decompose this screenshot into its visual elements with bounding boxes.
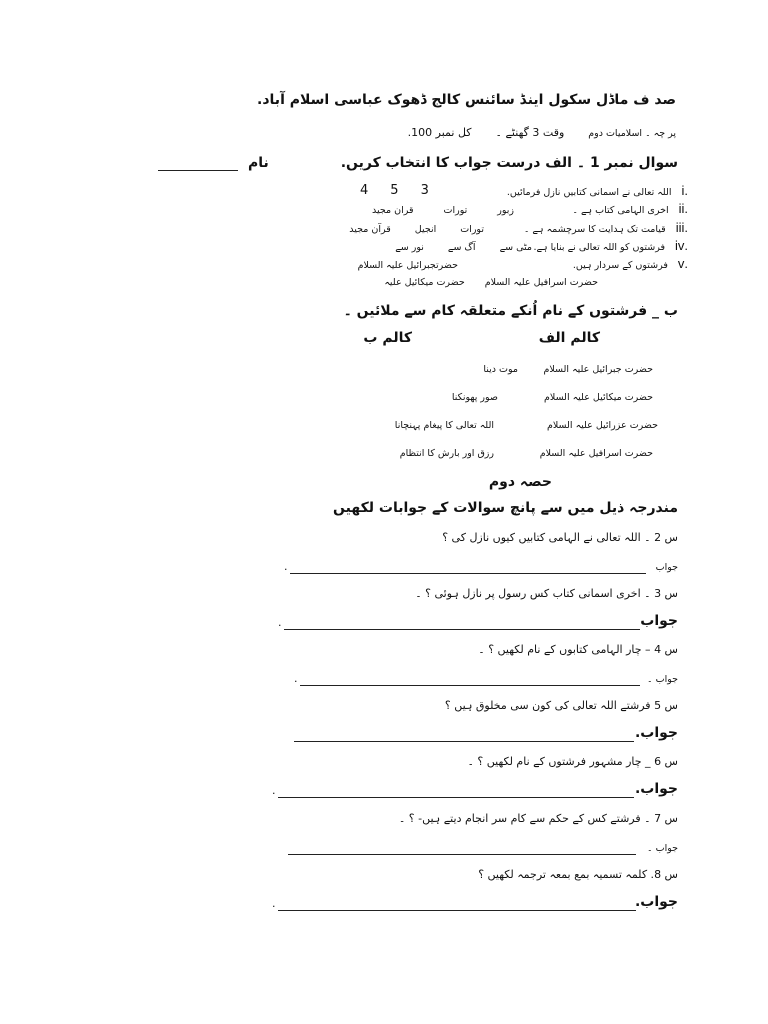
mcq-option[interactable]: آگ سے [447,242,476,253]
part-two-instructions: مندرجہ ذیل میں سے پانچ سوالات کے جوابات لکھیں [333,500,678,516]
mcq-item-number: .iii [675,220,688,235]
answer-line[interactable] [288,854,636,855]
column-b-label: کالم ب [363,330,412,346]
paper-total-marks: کل نمبر 100. [407,126,472,139]
mcq-option[interactable]: نور سے [395,242,424,253]
mcq-option[interactable]: تورات [460,224,484,235]
mcq-item-2-options [372,205,514,216]
mcq-item-text: اللہ تعالی نے اسمانی کتابیں نازل فرمائیں. [506,187,672,198]
mcq-item-number: .i [681,183,688,198]
name-field-line[interactable] [158,170,238,171]
mcq-option[interactable]: تورات [443,205,468,216]
mcq-option[interactable]: حضرت میکائیل علیہ [384,277,465,288]
column-a-item: حضرت عزرائیل علیہ السلام [546,420,658,431]
question-1-heading: سوال نمبر 1 ۔ الف درست جواب کا انتخاب کریں. [340,155,678,171]
answer-line[interactable] [284,629,640,630]
mcq-item-1-options [360,183,429,198]
question-2: س 2 ۔ اللہ تعالی نے الہامی کتابیں کیوں نازل کی ؟ [442,531,678,544]
answer-end-dot: . [272,784,276,797]
mcq-item-text: قیامت تک ہدایت کا سرچشمہ ہے ۔ [523,224,666,235]
answer-label: جواب ۔ [647,674,678,685]
name-label: نام [248,155,269,171]
mcq-option[interactable]: 4 [360,183,369,198]
paper-time: وقت 3 گھنٹے ۔ [495,126,565,139]
mcq-option[interactable]: حضرتجبرائیل علیہ السلام [357,260,458,271]
answer-line[interactable] [300,685,640,686]
answer-end-dot: . [278,616,282,629]
answer-label: جواب. [634,781,678,797]
mcq-item-1 [467,183,688,198]
mcq-item-number: .iv [674,238,688,253]
answer-line[interactable] [294,741,634,742]
mcq-item-number: .ii [678,201,688,216]
match-section-heading: ب _ فرشتوں کے نام اُنکے متعلقہ کام سے ملائیں ۔ [343,303,678,319]
answer-line[interactable] [278,797,634,798]
question-8: س 8. کلمہ تسمیہ بمع بمعہ ترجمہ لکھیں ؟ [478,868,678,881]
mcq-option[interactable]: قران مجید [372,205,414,216]
column-a-item: حضرت اسرافیل علیہ السلام [539,448,653,459]
answer-label: جواب. [634,894,678,910]
mcq-option[interactable]: حضرت اسرافیل علیہ السلام [484,277,598,288]
mcq-item-4-options [395,242,532,253]
mcq-option[interactable]: زبور [497,205,514,216]
part-two-title: حصہ دوم [488,474,552,490]
mcq-item-text: اخری الہامی کتاب ہے ۔ [572,205,669,216]
mcq-option[interactable]: مٹی سے [499,242,532,253]
mcq-item-number: .v [677,256,688,271]
mcq-item-5 [573,256,688,271]
mcq-option[interactable]: انجیل [414,224,437,235]
column-b-item: اللہ تعالی کا پیغام پہنچانا [394,420,494,431]
mcq-item-text: فرشتوں کے سردار ہیں. [572,260,668,271]
mcq-item-3-options [349,224,484,235]
mcq-option[interactable]: قرآن مجید [349,224,391,235]
column-a-item: حضرت جبرائیل علیہ السلام [543,364,653,375]
paper-info-row [408,126,676,139]
mcq-option[interactable]: 3 [420,183,429,198]
column-b-item: رزق اور بارش کا انتظام [399,448,494,459]
question-5: س 5 فرشتے اللہ تعالی کی کون سی مخلوق ہیں ؟ [444,699,678,712]
answer-end-dot: . [294,672,298,685]
mcq-item-3 [524,220,688,235]
mcq-item-text: فرشتوں کو اللہ تعالی نے بنایا ہے. [533,242,665,253]
answer-line[interactable] [290,573,646,574]
school-title: صد ف ماڈل سکول اینڈ سائنس کالج ڈھوک عباسی اسلام آباد. [257,92,676,108]
answer-label: جواب. [634,725,678,741]
question-4: س 4 – چار الہامی کتابوں کے نام لکھیں ؟ ۔ [478,643,678,656]
column-b-item: صور پھونکنا [451,392,498,403]
mcq-item-4 [533,238,688,253]
question-7: س 7 ۔ فرشتے کس کے حکم سے کام سر انجام دیتے ہیں- ؟ ۔ [398,812,678,825]
mcq-item-2 [572,201,688,216]
answer-end-dot: . [284,560,288,573]
answer-end-dot: . [272,897,276,910]
question-6: س 6 _ چار مشہور فرشتوں کے نام لکھیں ؟ ۔ [467,755,678,768]
answer-line[interactable] [278,910,636,911]
answer-label: جواب [640,613,678,629]
column-b-item: موت دینا [483,364,518,375]
column-a-label: کالم الف [538,330,600,346]
question-3: س 3 ۔ اخری اسمانی کتاب کس رسول پر نازل ہوئی ؟ ۔ [415,587,678,600]
answer-label: جواب [655,562,678,573]
mcq-option[interactable]: 5 [390,183,399,198]
mcq-item-5-extra-options [384,277,598,288]
answer-label: جواب ۔ [647,843,678,854]
column-a-item: حضرت میکائیل علیہ السلام [544,392,653,403]
paper-subject: پر چہ ۔ اسلامیات دوم [588,128,676,139]
